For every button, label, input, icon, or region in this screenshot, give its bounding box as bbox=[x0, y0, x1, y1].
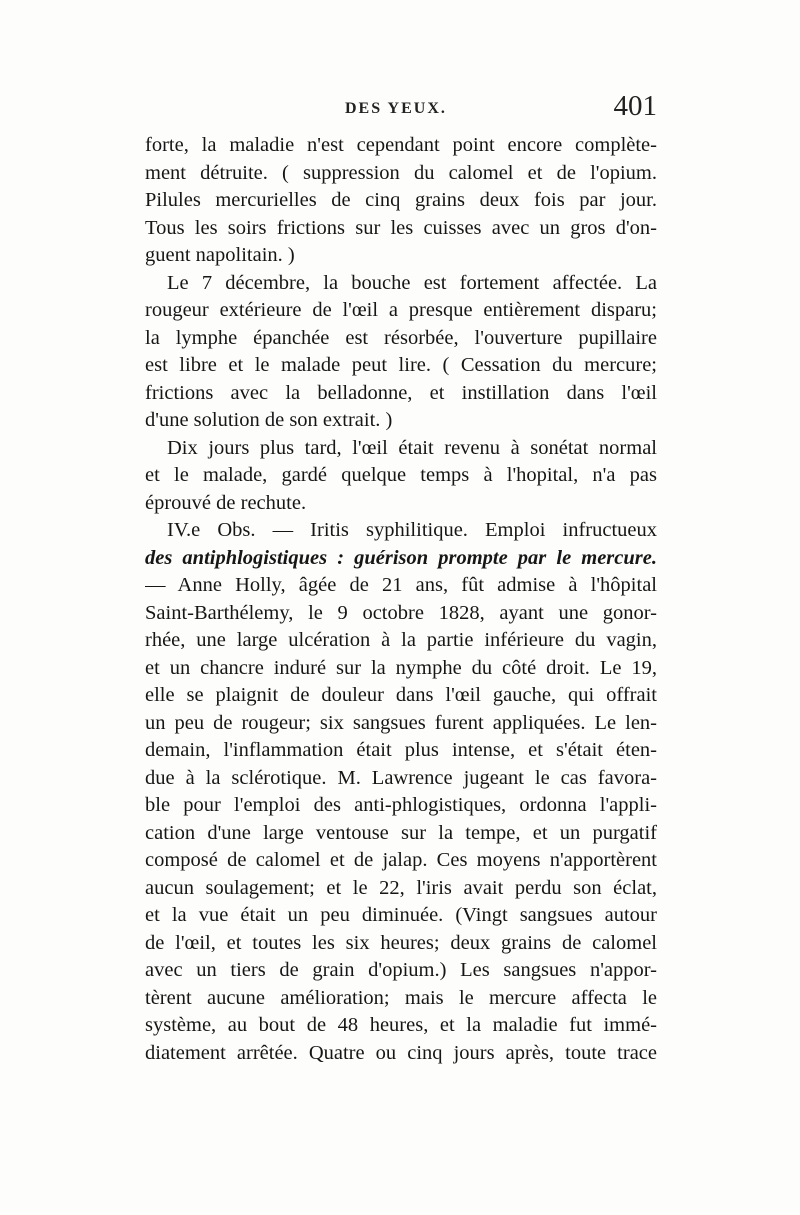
text-line: système, au bout de 48 heures, et la maladie fut immé- bbox=[145, 1014, 657, 1036]
text-line: ment détruite. ( suppression du calomel et de l'opium. bbox=[145, 161, 657, 184]
text-line: Le 7 décembre, la bouche est fortement affectée. La bbox=[167, 271, 657, 294]
text-line: est libre et le malade peut lire. ( Cessation du mercure; bbox=[145, 354, 657, 376]
text-line: tèrent aucune amélioration; mais le mercure affecta le bbox=[145, 986, 657, 1009]
text-line: rhée, une large ulcération à la partie inférieure du vagin, bbox=[145, 629, 657, 651]
observation-subtitle-line: des antiphlogistiques : guérison prompte par le mercure. bbox=[145, 546, 657, 569]
text-line: Tous les soirs frictions sur les cuisses avec un gros d'on- bbox=[145, 216, 657, 239]
observation-heading-line: IV.e Obs. — Iritis syphilitique. Emploi infructueux bbox=[167, 519, 657, 541]
text-line: forte, la maladie n'est cependant point encore complète- bbox=[145, 134, 657, 156]
text-line: composé de calomel et de jalap. Ces moyens n'apportèrent bbox=[145, 849, 657, 871]
text-line: un peu de rougeur; six sangsues furent appliquées. Le len- bbox=[145, 711, 657, 734]
text-line: et le malade, gardé quelque temps à l'hopital, n'a pas bbox=[145, 464, 657, 486]
running-title: DES YEUX. bbox=[345, 100, 447, 117]
text-line: diatement arrêtée. Quatre ou cinq jours après, toute trace bbox=[145, 1041, 657, 1064]
text-line: de l'œil, et toutes les six heures; deux grains de calomel bbox=[145, 931, 657, 954]
text-line: due à la sclérotique. M. Lawrence jugeant le cas favora- bbox=[145, 766, 657, 789]
text-line: d'une solution de son extrait. ) bbox=[145, 409, 393, 431]
text-line: et un chancre induré sur la nymphe du côté droit. Le 19, bbox=[145, 656, 657, 679]
text-line: cation d'une large ventouse sur la tempe, et un purgatif bbox=[145, 821, 657, 844]
text-line: ble pour l'emploi des anti-phlogistiques, ordonna l'appli- bbox=[145, 794, 657, 816]
text-line: éprouvé de rechute. bbox=[145, 491, 307, 514]
text-line: elle se plaignit de douleur dans l'œil gauche, qui offrait bbox=[145, 684, 657, 706]
text-line: et la vue était un peu diminuée. (Vingt sangsues autour bbox=[145, 904, 657, 926]
text-line: demain, l'inflammation était plus intense, et s'était éten- bbox=[145, 739, 657, 761]
text-line: — Anne Holly, âgée de 21 ans, fût admise à l'hôpital bbox=[145, 574, 657, 596]
text-line: guent napolitain. ) bbox=[145, 244, 295, 266]
text-line: avec un tiers de grain d'opium.) Les sangsues n'appor- bbox=[145, 959, 657, 981]
text-line: Saint-Barthélemy, le 9 octobre 1828, ayant une gonor- bbox=[145, 601, 657, 624]
text-line: aucun soulagement; et le 22, l'iris avait perdu son éclat, bbox=[145, 876, 657, 899]
text-line: la lymphe épanchée est résorbée, l'ouverture pupillaire bbox=[145, 326, 657, 349]
text-line: rougeur extérieure de l'œil a presque entièrement disparu; bbox=[145, 299, 657, 321]
text-line: Dix jours plus tard, l'œil était revenu à sonétat normal bbox=[167, 436, 657, 459]
running-head bbox=[145, 86, 657, 126]
text-line: frictions avec la belladonne, et instillation dans l'œil bbox=[145, 381, 657, 404]
text-line: Pilules mercurielles de cinq grains deux fois par jour. bbox=[145, 189, 657, 211]
body-text bbox=[145, 132, 657, 1067]
page-number: 401 bbox=[613, 90, 657, 122]
